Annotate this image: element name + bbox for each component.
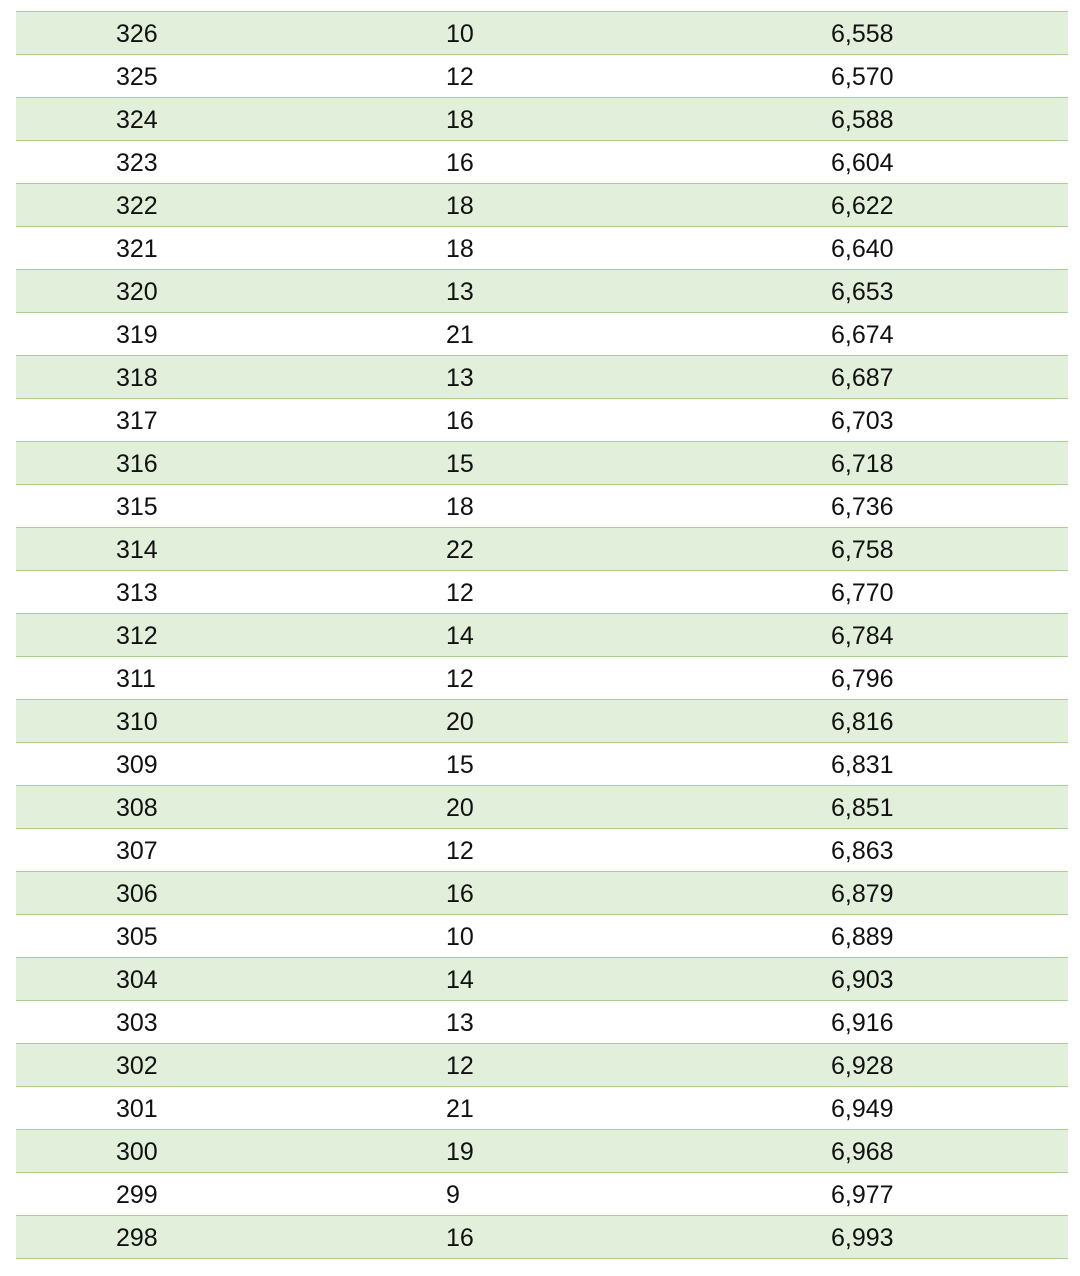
table-row (16, 98, 1068, 141)
table-row (16, 313, 1068, 356)
table-cell: 6,588 (831, 106, 894, 134)
table-cell: 305 (116, 923, 158, 951)
table-row (16, 485, 1068, 528)
table-cell: 18 (446, 192, 474, 220)
table-cell: 308 (116, 794, 158, 822)
table-cell: 12 (446, 63, 474, 91)
table-row (16, 571, 1068, 614)
table-row (16, 227, 1068, 270)
table-cell: 316 (116, 450, 158, 478)
table-cell: 6,653 (831, 278, 894, 306)
table-cell: 312 (116, 622, 158, 650)
table-cell: 322 (116, 192, 158, 220)
table-cell: 6,758 (831, 536, 894, 564)
table-cell: 16 (446, 407, 474, 435)
table-cell: 16 (446, 880, 474, 908)
table-row (16, 829, 1068, 872)
table-cell: 6,784 (831, 622, 894, 650)
table-row (16, 55, 1068, 98)
table-cell: 6,604 (831, 149, 894, 177)
table-cell: 9 (446, 1181, 460, 1209)
table-cell: 6,622 (831, 192, 894, 220)
table-row (16, 786, 1068, 829)
table-cell: 6,851 (831, 794, 894, 822)
table-cell: 6,879 (831, 880, 894, 908)
table-row (16, 1216, 1068, 1259)
table-cell: 310 (116, 708, 158, 736)
table-cell: 6,718 (831, 450, 894, 478)
table-cell: 18 (446, 106, 474, 134)
table-cell: 6,736 (831, 493, 894, 521)
table-row (16, 1087, 1068, 1130)
table-cell: 318 (116, 364, 158, 392)
table-cell: 21 (446, 1095, 474, 1123)
table-row (16, 614, 1068, 657)
table-cell: 317 (116, 407, 158, 435)
table-cell: 6,770 (831, 579, 894, 607)
table-row (16, 141, 1068, 184)
table-row (16, 442, 1068, 485)
table-cell: 306 (116, 880, 158, 908)
table-cell: 311 (116, 665, 156, 693)
table-cell: 13 (446, 1009, 474, 1037)
table-cell: 6,640 (831, 235, 894, 263)
table-cell: 6,570 (831, 63, 894, 91)
table-cell: 18 (446, 493, 474, 521)
table-cell: 13 (446, 278, 474, 306)
table-row (16, 915, 1068, 958)
table-cell: 6,558 (831, 20, 894, 48)
table-row (16, 743, 1068, 786)
table-cell: 300 (116, 1138, 158, 1166)
table-cell: 6,831 (831, 751, 894, 779)
table-cell: 321 (116, 235, 158, 263)
table-cell: 15 (446, 751, 474, 779)
table-cell: 19 (446, 1138, 474, 1166)
table-cell: 6,928 (831, 1052, 894, 1080)
table-cell: 16 (446, 149, 474, 177)
table-cell: 21 (446, 321, 474, 349)
table-row (16, 12, 1068, 55)
table-cell: 10 (446, 20, 474, 48)
table-row (16, 700, 1068, 743)
table-cell: 12 (446, 1052, 474, 1080)
table-cell: 14 (446, 966, 474, 994)
table-cell: 16 (446, 1224, 474, 1252)
table-cell: 302 (116, 1052, 158, 1080)
table-row (16, 1001, 1068, 1044)
table-row (16, 872, 1068, 915)
table-cell: 20 (446, 794, 474, 822)
table-cell: 22 (446, 536, 474, 564)
table-cell: 13 (446, 364, 474, 392)
table-cell: 20 (446, 708, 474, 736)
table-row (16, 958, 1068, 1001)
table-cell: 14 (446, 622, 474, 650)
table-row (16, 356, 1068, 399)
table-row (16, 1130, 1068, 1173)
table-cell: 313 (116, 579, 158, 607)
table-row (16, 184, 1068, 227)
table-cell: 323 (116, 149, 158, 177)
table-cell: 15 (446, 450, 474, 478)
table-cell: 6,796 (831, 665, 894, 693)
table-row (16, 657, 1068, 700)
table-cell: 304 (116, 966, 158, 994)
table-cell: 298 (116, 1224, 158, 1252)
table-cell: 6,674 (831, 321, 894, 349)
table-row (16, 1173, 1068, 1216)
table-cell: 6,687 (831, 364, 894, 392)
table-cell: 307 (116, 837, 158, 865)
table-cell: 6,816 (831, 708, 894, 736)
table-row (16, 270, 1068, 313)
table-row (16, 1044, 1068, 1087)
table-cell: 12 (446, 837, 474, 865)
table-cell: 10 (446, 923, 474, 951)
table-cell: 6,993 (831, 1224, 894, 1252)
table-cell: 18 (446, 235, 474, 263)
table-cell: 6,968 (831, 1138, 894, 1166)
table-cell: 6,703 (831, 407, 894, 435)
table-cell: 315 (116, 493, 158, 521)
table-row (16, 528, 1068, 571)
table-cell: 326 (116, 20, 158, 48)
table-cell: 299 (116, 1181, 158, 1209)
table-cell: 6,863 (831, 837, 894, 865)
table-cell: 6,889 (831, 923, 894, 951)
table-cell: 325 (116, 63, 158, 91)
table-cell: 6,903 (831, 966, 894, 994)
table-cell: 314 (116, 536, 158, 564)
table-cell: 6,916 (831, 1009, 894, 1037)
table-cell: 12 (446, 665, 474, 693)
table-cell: 303 (116, 1009, 158, 1037)
table-cell: 320 (116, 278, 158, 306)
table-cell: 12 (446, 579, 474, 607)
table-cell: 319 (116, 321, 158, 349)
table-cell: 6,977 (831, 1181, 894, 1209)
table-cell: 324 (116, 106, 158, 134)
table-cell: 309 (116, 751, 158, 779)
table-cell: 6,949 (831, 1095, 894, 1123)
table-row (16, 399, 1068, 442)
table-cell: 301 (116, 1095, 158, 1123)
data-table (16, 11, 1068, 1259)
